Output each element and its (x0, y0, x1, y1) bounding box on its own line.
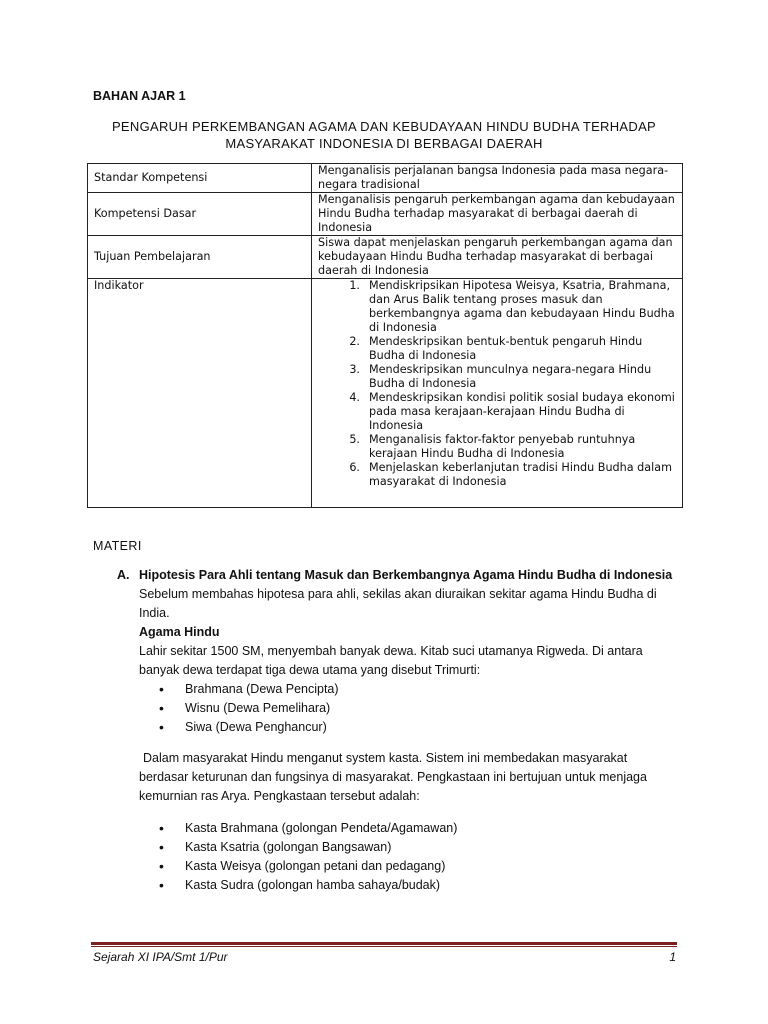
list-item (318, 335, 676, 363)
list-item: • Kasta Ksatria (golongan Bangsawan) (139, 838, 659, 857)
kompetensi-dasar-value: Menganalisis pengaruh perkembangan agama dan kebudayaan Hindu Budha terhadap masyarakat di berbagai daerah di Indonesia (312, 193, 683, 236)
trimurti-list (139, 680, 659, 737)
list-text: Mendeskripsikan munculnya negara-negara Hindu Budha di Indonesia (369, 363, 652, 390)
intro-paragraph: Sebelum membahas hipotesa para ahli, sekilas akan diuraikan sekitar agama Hindu Budha di India. (139, 587, 657, 620)
tujuan-pembelajaran-value: Siswa dapat menjelaskan pengaruh perkembangan agama dan kebudayaan Hindu Budha terhadap masyarakat di berbagai daerah di Indonesia (312, 236, 683, 279)
list-item (318, 363, 676, 391)
footer-divider (91, 942, 677, 945)
competency-table (87, 163, 683, 508)
standar-kompetensi-value: Menganalisis perjalanan bangsa Indonesia pada masa negara-negara tradisional (312, 164, 683, 193)
footer-course-label: Sejarah XI IPA/Smt 1/Pur (93, 950, 228, 964)
list-item: • Siwa (Dewa Penghancur) (139, 718, 659, 737)
table-row (88, 279, 683, 508)
hindu-paragraph: Lahir sekitar 1500 SM, menyembah banyak dewa. Kitab suci utamanya Rigweda. Di antara banyak dewa terdapat tiga dewa utama yang disebut Trimurti: (139, 644, 643, 677)
list-item: • Brahmana (Dewa Pencipta) (139, 680, 659, 699)
indikator-label: Indikator (88, 279, 312, 508)
indikator-cell (312, 279, 683, 508)
list-item: • Wisnu (Dewa Pemelihara) (139, 699, 659, 718)
list-item: • Kasta Brahmana (golongan Pendeta/Agamawan) (139, 819, 659, 838)
kasta-paragraph: Dalam masyarakat Hindu menganut system kasta. Sistem ini membedakan masyarakat berdasar keturunan dan fungsinya di masyarakat. Pengkastaan ini bertujuan untuk menjaga kemurnian ras Arya. Pengkastaan tersebut adalah: (139, 751, 647, 803)
list-text: Menjelaskan keberlanjutan tradisi Hindu Budha dalam masyarakat di Indonesia (369, 461, 672, 488)
kompetensi-dasar-label: Kompetensi Dasar (88, 193, 312, 236)
materi-heading: MATERI (93, 539, 142, 553)
list-item: • Kasta Sudra (golongan hamba sahaya/budak) (139, 876, 659, 895)
list-item (318, 461, 676, 489)
section-letter: A. (117, 568, 130, 582)
list-item (318, 279, 676, 335)
table-row (88, 164, 683, 193)
list-text: Mendeskripsikan kondisi politik sosial budaya ekonomi pada masa kerajaan-kerajaan Hindu Budha di Indonesia (369, 391, 675, 432)
table-row (88, 236, 683, 279)
standar-kompetensi-label: Standar Kompetensi (88, 164, 312, 193)
list-number: 3. (349, 363, 360, 376)
document-label: BAHAN AJAR 1 (93, 89, 186, 103)
list-text: Mendeskripsikan bentuk-bentuk pengaruh Hindu Budha di Indonesia (369, 335, 643, 362)
list-number: 5. (349, 433, 360, 446)
subheading-agama-hindu: Agama Hindu (139, 625, 220, 639)
page-number: 1 (669, 950, 676, 964)
list-item (318, 391, 676, 433)
list-number: 6. (349, 461, 360, 474)
table-row (88, 193, 683, 236)
indikator-list (318, 279, 676, 489)
document-title-line-2: MASYARAKAT INDONESIA DI BERBAGAI DAERAH (225, 136, 543, 151)
list-item (318, 433, 676, 461)
list-text: Mendiskripsikan Hipotesa Weisya, Ksatria, Brahmana, dan Arus Balik tentang proses masuk dan berkembangnya agama dan kebudayaan Hindu Budha di Indonesia (369, 279, 675, 334)
list-item: • Kasta Weisya (golongan petani dan pedagang) (139, 857, 659, 876)
footer-divider-thin (91, 946, 677, 947)
section-heading: Hipotesis Para Ahli tentang Masuk dan Berkembangnya Agama Hindu Budha di Indonesia (139, 568, 673, 582)
document-title-line-1: PENGARUH PERKEMBANGAN AGAMA DAN KEBUDAYAAN HINDU BUDHA TERHADAP (111, 119, 657, 134)
list-number: 4. (349, 391, 360, 404)
list-number: 2. (349, 335, 360, 348)
kasta-list (139, 819, 659, 895)
list-text: Menganalisis faktor-faktor penyebab runtuhnya kerajaan Hindu Budha di Indonesia (369, 433, 636, 460)
list-number: 1. (349, 279, 360, 292)
tujuan-pembelajaran-label: Tujuan Pembelajaran (88, 236, 312, 279)
